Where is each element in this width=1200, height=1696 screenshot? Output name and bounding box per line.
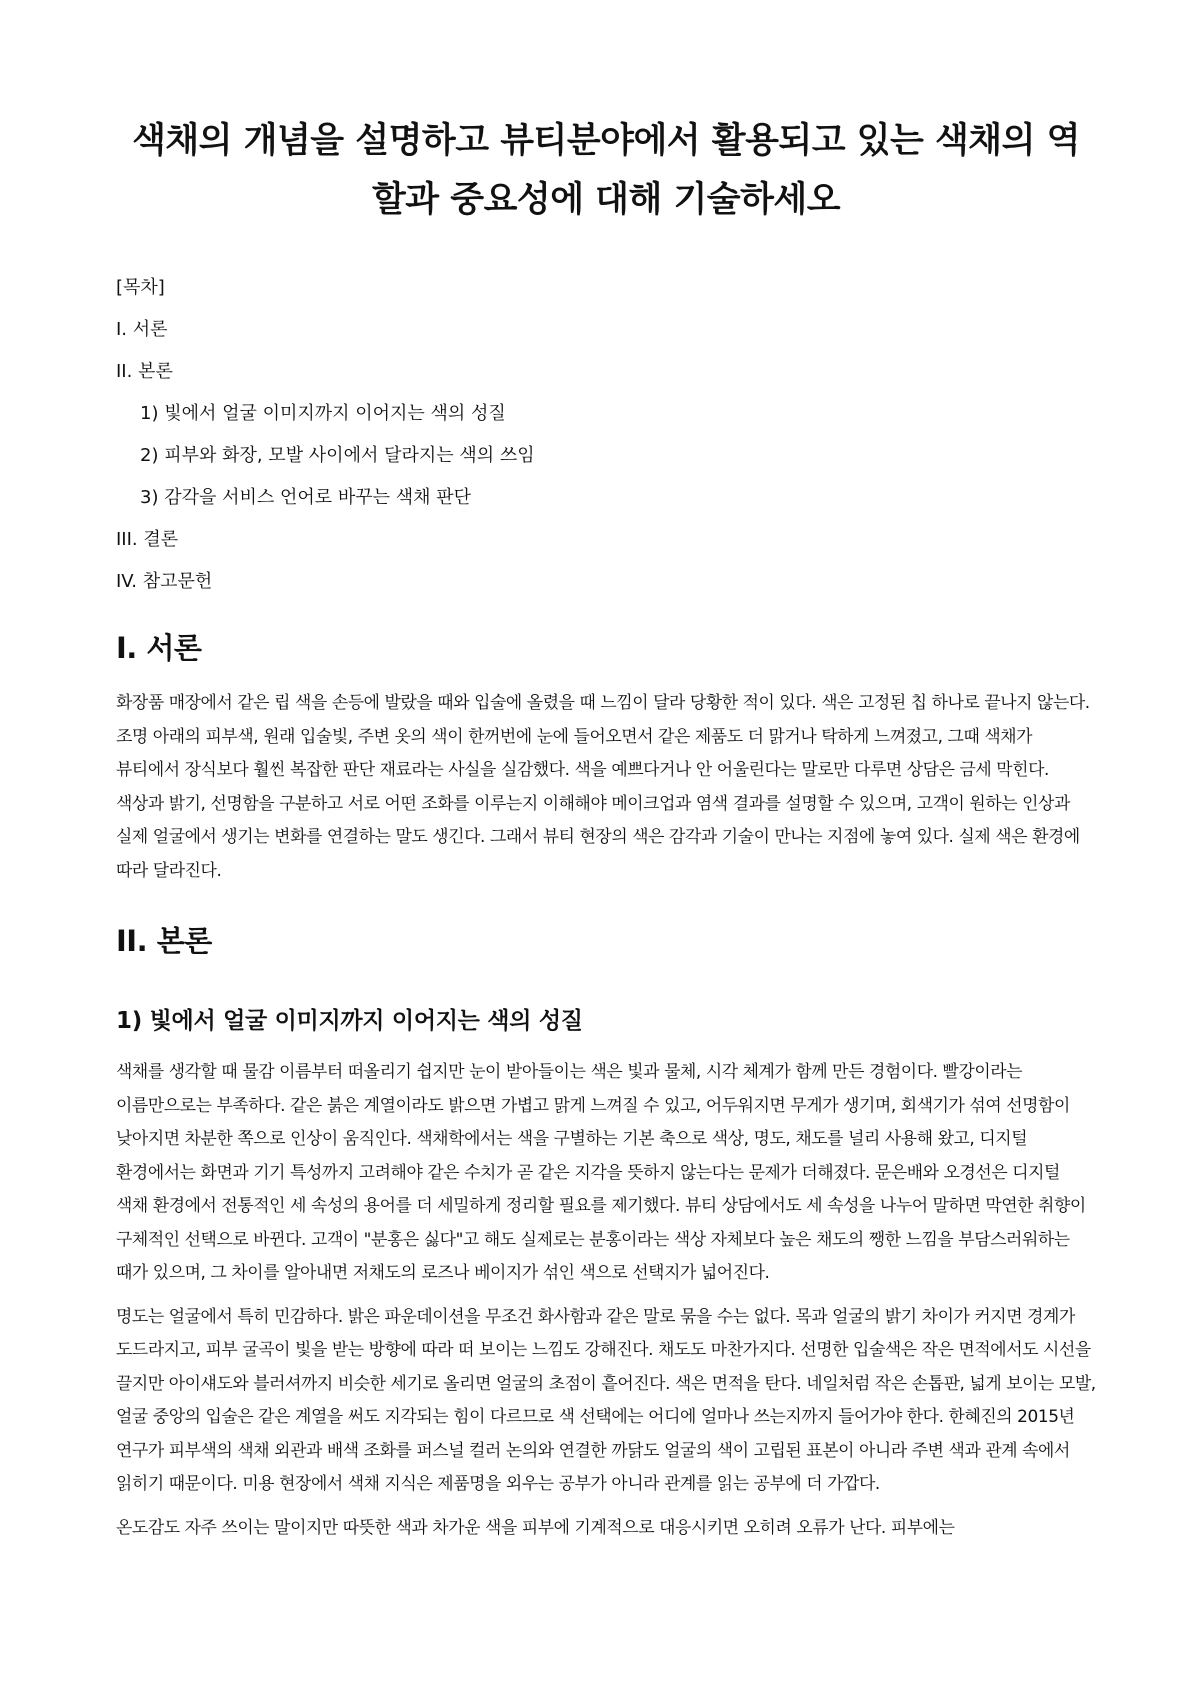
toc-item-intro: I. 서론 [116, 319, 168, 340]
table-of-contents [116, 276, 1096, 594]
subsection-heading-1: 1) 빛에서 얼굴 이미지까지 이어지는 색의 성질 [116, 1008, 583, 1034]
document-page [116, 112, 1096, 1554]
intro-paragraph: 화장품 매장에서 같은 립 색을 손등에 발랐을 때와 입술에 올렸을 때 느낌이 달라 당황한 적이 있다. 색은 고정된 칩 하나로 끝나지 않는다. 조명 아래의 피부색, 원래 입술빛, 주변 옷의 색이 한꺼번에 눈에 들어오면서 같은 제품도 더 맑거나 탁하게 느껴졌고, 그때 색채가 뷰티에서 장식보다 훨씬 복잡한 판단 재료라는 사실을 실감했다. 색을 예쁘다거나 안 어울린다는 말로만 다루면 상담은 금세 막힌다. 색상과 밝기, 선명함을 구분하고 서로 어떤 조화를 이루는지 이해해야 메이크업과 염색 결과를 설명할 수 있으며, 고객이 원하는 인상과 실제 얼굴에서 생기는 변화를 연결하는 말도 생긴다. 그래서 뷰티 현장의 색은 감각과 기술이 만나는 지점에 놓여 있다. 실제 색은 환경에 따라 달라진다. [116, 692, 1090, 880]
toc-label: [목차] [116, 277, 165, 298]
toc-item-conclusion: III. 결론 [116, 529, 179, 550]
section-heading-intro: I. 서론 [116, 631, 202, 665]
toc-item-references: IV. 참고문헌 [116, 571, 213, 592]
body-paragraph-3: 온도감도 자주 쓰이는 말이지만 따뜻한 색과 차가운 색을 피부에 기계적으로 대응시키면 오히려 오류가 난다. 피부에는 [116, 1516, 955, 1537]
toc-item-body-1: 1) 빛에서 얼굴 이미지까지 이어지는 색의 성질 [140, 403, 506, 424]
document-title: 색채의 개념을 설명하고 뷰티분야에서 활용되고 있는 색채의 역할과 중요성에 대해 기술하세오 [132, 121, 1080, 220]
toc-item-body-3: 3) 감각을 서비스 언어로 바꾸는 색채 판단 [140, 487, 472, 508]
toc-item-body-2: 2) 피부와 화장, 모발 사이에서 달라지는 색의 쓰임 [140, 445, 535, 466]
body-paragraph-1: 색채를 생각할 때 물감 이름부터 떠올리기 쉽지만 눈이 받아들이는 색은 빛과 물체, 시각 체계가 함께 만든 경험이다. 빨강이라는 이름만으로는 부족하다. 같은 붉은 계열이라도 밝으면 가볍고 맑게 느껴질 수 있고, 어두워지면 무게가 생기며, 회색기가 섞여 선명함이 낮아지면 차분한 쪽으로 인상이 움직인다. 색채학에서는 색을 구별하는 기본 축으로 색상, 명도, 채도를 널리 사용해 왔고, 디지털 환경에서는 화면과 기기 특성까지 고려해야 같은 수치가 곧 같은 지각을 뜻하지 않는다는 문제가 더해졌다. 문은배와 오경선은 디지털 색채 환경에서 전통적인 세 속성의 용어를 더 세밀하게 정리할 필요를 제기했다. 뷰티 상담에서도 세 속성을 나누어 말하면 막연한 취향이 구체적인 선택으로 바뀐다. 고객이 "분홍은 싫다"고 해도 실제로는 분홍이라는 색상 자체보다 높은 채도의 쨍한 느낌을 부담스러워하는 때가 있으며, 그 차이를 알아내면 저채도의 로즈나 베이지가 섞인 색으로 선택지가 넓어진다. [116, 1061, 1086, 1282]
body-paragraph-2: 명도는 얼굴에서 특히 민감하다. 밝은 파운데이션을 무조건 화사함과 같은 말로 묶을 수는 없다. 목과 얼굴의 밝기 차이가 커지면 경계가 도드라지고, 피부 굴곡이 빛을 받는 방향에 따라 떠 보이는 느낌도 강해진다. 채도도 마찬가지다. 선명한 입술색은 작은 면적에서도 시선을 끌지만 아이섀도와 블러셔까지 비슷한 세기로 올리면 얼굴의 초점이 흩어진다. 색은 면적을 탄다. 네일처럼 작은 손톱판, 넓게 보이는 모발, 얼굴 중앙의 입술은 같은 계열을 써도 지각되는 힘이 다르므로 색 선택에는 어디에 얼마나 쓰는지까지 들어가야 한다. 한혜진의 2015년 연구가 피부색의 색채 외관과 배색 조화를 퍼스널 컬러 논의와 연결한 까닭도 얼굴의 색이 고립된 표본이 아니라 주변 색과 관계 속에서 읽히기 때문이다. 미용 현장에서 색채 지식은 제품명을 외우는 공부가 아니라 관계를 읽는 공부에 더 가깝다. [116, 1305, 1096, 1493]
section-heading-body: II. 본론 [116, 924, 212, 958]
toc-item-body: II. 본론 [116, 361, 173, 382]
